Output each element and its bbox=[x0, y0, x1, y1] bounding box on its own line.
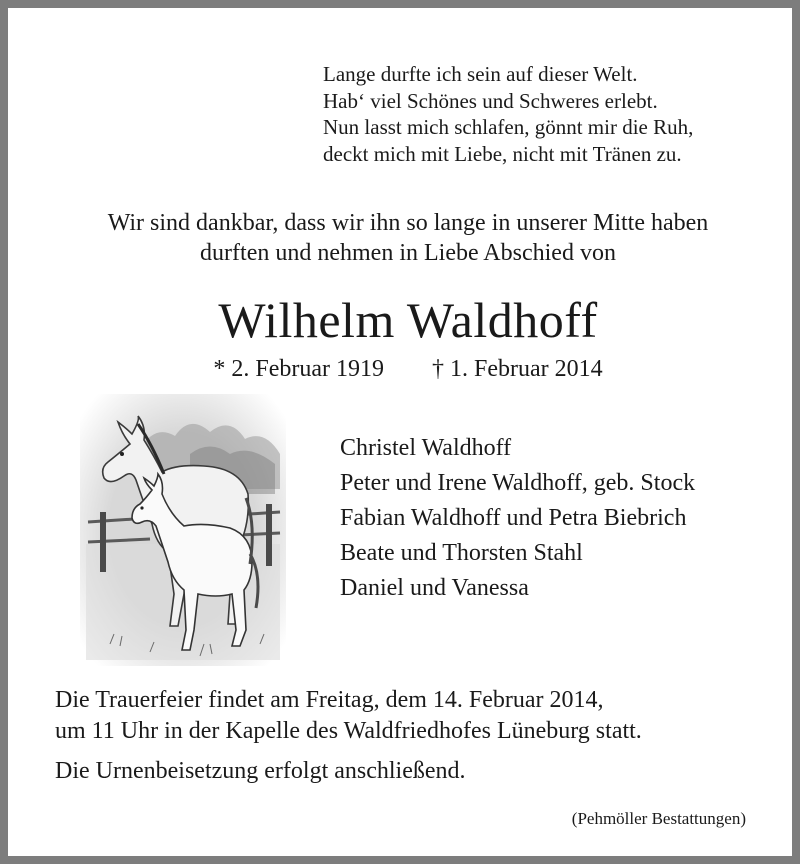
relative-name: Fabian Waldhoff und Petra Biebrich bbox=[340, 505, 687, 531]
relative-name: Peter und Irene Waldhoff, geb. Stock bbox=[340, 470, 696, 496]
ceremony-line: um 11 Uhr in der Kapelle des Waldfriedhofes Lüneburg statt. bbox=[55, 718, 642, 744]
life-dates bbox=[8, 354, 800, 384]
poem-line: Lange durfte ich sein auf dieser Welt. bbox=[323, 62, 638, 86]
deceased-name: Wilhelm Waldhoff bbox=[218, 292, 598, 348]
relatives-list bbox=[340, 431, 695, 606]
relative-name: Daniel und Vanessa bbox=[340, 575, 529, 601]
relative-name: Beate und Thorsten Stahl bbox=[340, 540, 583, 566]
undertaker-credit: (Pehmöller Bestattungen) bbox=[571, 809, 746, 828]
relative-name: Christel Waldhoff bbox=[340, 435, 512, 461]
horses-sketch-icon bbox=[80, 394, 286, 666]
burial-info: Die Urnenbeisetzung erfolgt anschließend. bbox=[55, 758, 466, 784]
poem bbox=[323, 61, 693, 167]
poem-line: Hab‘ viel Schönes und Schweres erlebt. bbox=[323, 88, 658, 113]
intro-line: durften und nehmen in Liebe Abschied von bbox=[200, 240, 616, 266]
intro-text bbox=[8, 208, 800, 268]
intro-line: Wir sind dankbar, dass wir ihn so lange in unserer Mitte haben bbox=[107, 210, 709, 236]
poem-line: Nun lasst mich schlafen, gönnt mir die Ruh, bbox=[323, 115, 694, 139]
ceremony-line: Die Trauerfeier findet am Freitag, dem 14. Februar 2014, bbox=[55, 687, 604, 713]
ceremony-info bbox=[55, 685, 642, 747]
birth-date: * 2. Februar 1919 bbox=[213, 356, 384, 382]
poem-line: deckt mich mit Liebe, nicht mit Tränen zu. bbox=[323, 141, 682, 166]
death-date: † 1. Februar 2014 bbox=[432, 356, 603, 382]
